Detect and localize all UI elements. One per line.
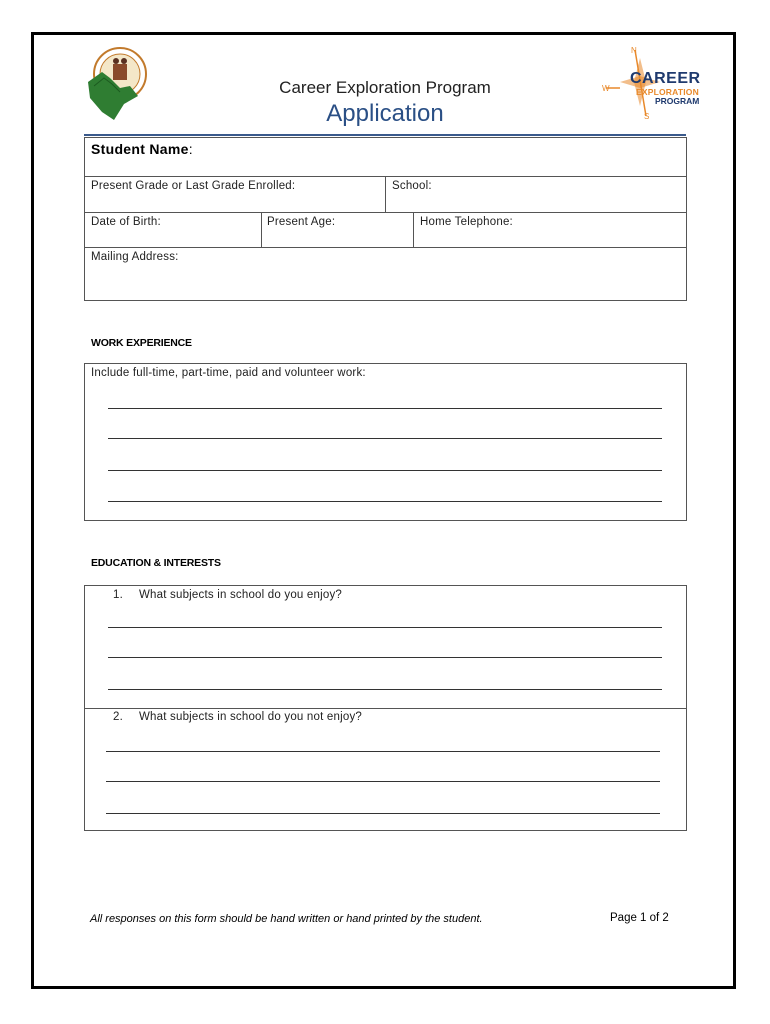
form-title: Career Exploration Program [279, 78, 491, 97]
school-field-label[interactable]: School: [392, 180, 432, 192]
question-1-number: 1. [113, 589, 123, 601]
answer-line[interactable] [108, 689, 662, 690]
col-divider [385, 176, 386, 212]
student-name-colon: : [188, 141, 193, 157]
logo-compass-n: N [631, 46, 637, 55]
student-name-label: Student Name [91, 141, 189, 157]
address-field-label[interactable]: Mailing Address: [91, 251, 179, 263]
logo-line1: CAREER [630, 70, 701, 87]
answer-line[interactable] [106, 751, 660, 752]
work-line[interactable] [108, 408, 662, 409]
work-experience-instruction: Include full-time, part-time, paid and volunteer work: [91, 367, 366, 379]
logo-line2: EXPLORATION [636, 87, 699, 97]
student-name-field[interactable] [91, 141, 193, 157]
form-subtitle: Application [326, 100, 444, 127]
question-1-text: What subjects in school do you enjoy? [139, 589, 343, 601]
question-divider [84, 708, 687, 709]
work-line[interactable] [108, 438, 662, 439]
answer-line[interactable] [108, 657, 662, 658]
work-experience-box [84, 363, 687, 521]
answer-line[interactable] [106, 781, 660, 782]
work-line[interactable] [108, 501, 662, 502]
grade-field-label[interactable]: Present Grade or Last Grade Enrolled: [91, 180, 296, 192]
question-2-number: 2. [113, 711, 123, 723]
work-line[interactable] [108, 470, 662, 471]
dob-field-label[interactable]: Date of Birth: [91, 216, 161, 228]
title-rule [84, 134, 686, 136]
question-2-text: What subjects in school do you not enjoy? [139, 711, 362, 723]
phone-field-label[interactable]: Home Telephone: [420, 216, 513, 228]
logo-line3: PROGRAM [655, 96, 700, 106]
student-info-table [84, 137, 687, 301]
col-divider [261, 212, 262, 247]
age-field-label[interactable]: Present Age: [267, 216, 336, 228]
answer-line[interactable] [106, 813, 660, 814]
answer-line[interactable] [108, 627, 662, 628]
page-number: Page 1 of 2 [610, 912, 669, 924]
row-divider [84, 212, 687, 213]
footer-note: All responses on this form should be hand written or hand printed by the student. [90, 913, 483, 925]
row-divider [84, 247, 687, 248]
logo-compass-s: S [644, 112, 650, 121]
education-heading: EDUCATION & INTERESTS [91, 557, 221, 569]
logo-compass-w: W [602, 84, 610, 93]
work-experience-heading: WORK EXPERIENCE [91, 337, 192, 349]
col-divider [413, 212, 414, 247]
